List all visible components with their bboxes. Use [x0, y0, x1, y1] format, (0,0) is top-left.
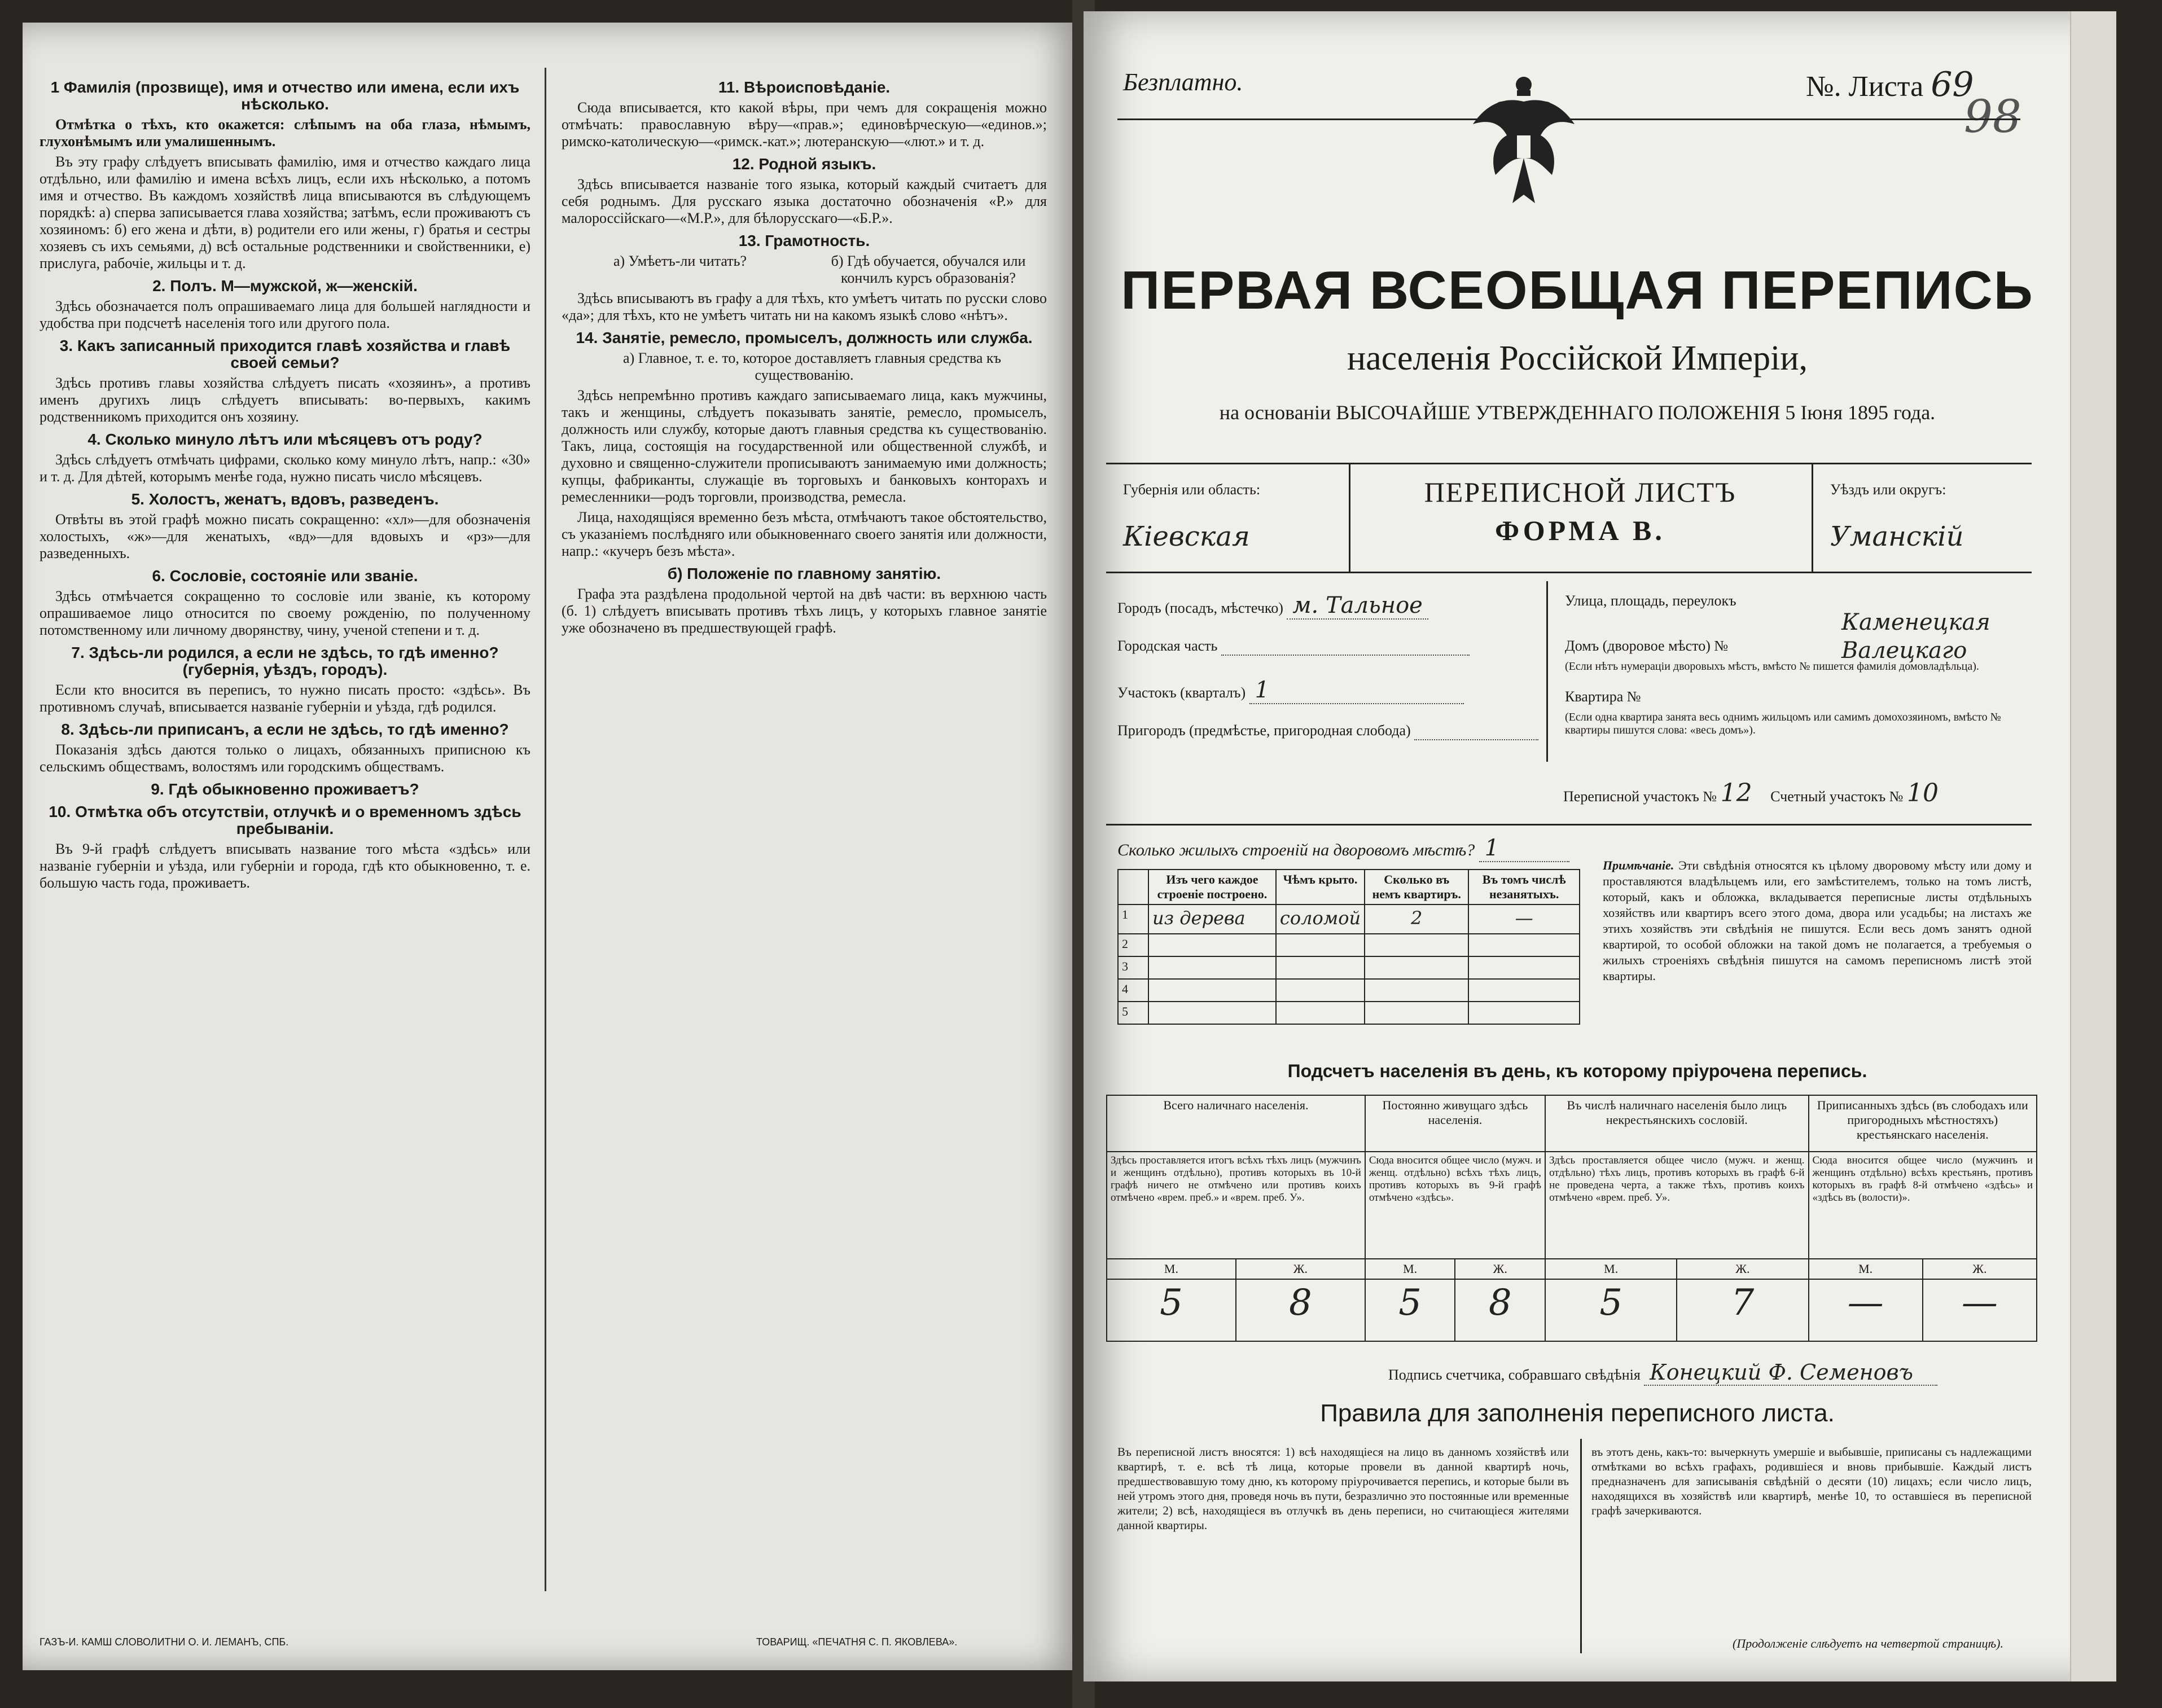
section-7-body: Если кто вносится въ переписъ, то нужно писать просто: «здѣсь». Въ противномъ случаѣ, вписывается названіе губерніи и уѣзда, гдѣ родился. [40, 682, 530, 715]
rules-right-column: въ этотъ день, какъ-то: вычеркнуть умершіе и выбывшіе, приписаны съ надлежащими отмѣтками во всѣхъ графахъ, родившіеся и вновь прибывшіе. Каждый листъ предназначенъ для записыванія свѣдѣній о десяти (10) лицахъ; если число лицъ, находящихся въ хозяйствѣ или квартирѣ, менѣе 10, то оставшіеся въ переписной графѣ зачеркиваются. [1591, 1445, 2032, 1517]
section-13-a: а) Умѣетъ-ли читать? [613, 253, 747, 269]
form-title: ПЕРЕПИСНОЙ ЛИСТЪ [1424, 476, 1736, 508]
count-head-2: Постоянно живущаго здѣсь населенія. [1365, 1095, 1545, 1152]
rules-title: Правила для заполненія переписного листа. [1320, 1399, 1835, 1427]
count-title: Подсчетъ населенія въ день, къ которому пріурочена перепись. [1287, 1061, 1867, 1081]
gubernia-label: Губернія или область: [1123, 481, 1261, 498]
header-rule [1117, 118, 2020, 120]
count-desc-2: Сюда вносится общее число (мужч. и женщ. отдѣльно) всѣхъ тѣхъ лицъ, противъ которыхъ въ 9-й графѣ отмѣчено «здѣсь». [1365, 1152, 1545, 1259]
row-roof [1276, 956, 1365, 979]
row-roof [1276, 979, 1365, 1002]
row-empty: — [1468, 905, 1580, 934]
section-13-b: б) Гдѣ обучается, обучался или кончилъ курсъ образованія? [831, 253, 1026, 286]
zh-label: Ж. [1923, 1259, 2037, 1279]
uchastok-field [1117, 677, 1464, 704]
table-row [1118, 905, 1580, 934]
pencil-page-number: 98 [1964, 90, 2021, 143]
street-field [1565, 592, 1736, 609]
section-12-title: 12. Родной языкъ. [732, 155, 876, 173]
section-3-title: 3. Какъ записанный приходится главѣ хозяйства и главѣ своей семьи? [59, 337, 511, 371]
house-label: Домъ (дворовое мѣсто) № [1565, 638, 1729, 654]
uchastok-value: 1 [1249, 677, 1464, 704]
count-3-m: 5 [1545, 1279, 1677, 1341]
gorod-value: м. Тальное [1287, 592, 1428, 620]
row-number: 1 [1118, 905, 1148, 934]
section-5-title: 5. Холостъ, женатъ, вдовъ, разведенъ. [131, 490, 439, 508]
uezd-value: Уманскій [1830, 521, 1964, 552]
main-title: ПЕРВАЯ ВСЕОБЩАЯ ПЕРЕПИСЬ [1121, 260, 2034, 320]
zh-label: Ж. [1236, 1259, 1365, 1279]
m-label: М. [1809, 1259, 1923, 1279]
left-column-2 [562, 73, 1047, 640]
count-mzh-labels [1107, 1259, 2037, 1279]
street-value: Каменецкая [1841, 609, 1990, 635]
primechanie [1603, 858, 2032, 984]
prigorod-label: Пригородъ (предмѣстье, пригородная слобода) [1117, 722, 1411, 739]
section-14-a: а) Главное, т. е. то, которое доставляетъ главныя средства къ существованію. [623, 350, 1001, 383]
section-12-body: Здѣсь вписывается названіе того языка, который каждый считаетъ для себя роднымъ. Для русскаго языка достаточно обозначенія «Р.» для малороссійскаго—«М.Р.», для бѣлорусскаго—«Б.Р.». [562, 176, 1047, 226]
zh-label: Ж. [1455, 1259, 1545, 1279]
row-roof: соломой [1276, 905, 1365, 934]
row-roof [1276, 1002, 1365, 1024]
section-11-body: Сюда вписывается, кто какой вѣры, при чемъ для сокращенія можно отмѣчать: православную вѣру—«прав.»; единовѣрческую—«единов.»; римско-католическую—«римск.-кат.»; лютеранскую—«лют.» и т. д. [562, 99, 1047, 150]
left-page [23, 23, 1078, 1670]
buildings-field [1117, 835, 1569, 862]
left-printer-note-2: ТОВАРИЩ. «ПЕЧАТНЯ С. П. ЯКОВЛЕВА». [756, 1636, 958, 1648]
count-2-zh: 8 [1455, 1279, 1545, 1341]
row-flats [1365, 979, 1468, 1002]
kvartira-note: (Если одна квартира занята весь однимъ жильцомъ или самимъ домохозяиномъ, вмѣсто № квартиры пишутся слова: «весь домъ»). [1565, 711, 2001, 736]
signature-label: Подпись счетчика, собравшаго свѣдѣнія [1388, 1367, 1641, 1383]
right-page [1084, 11, 2116, 1681]
count-desc-4: Сюда вносится общее число (мужчинъ и женщинъ отдѣльно) всѣхъ крестьянъ, противъ которыхъ въ графѣ 8-й отмѣчено «здѣсь» и «здѣсь въ (волости)». [1809, 1152, 2037, 1259]
signature-field [1388, 1360, 1937, 1386]
primechanie-title: Примѣчаніе. [1603, 858, 1674, 872]
section-9-body: Въ 9-й графѣ слѣдуетъ вписывать название того мѣста «здѣсь» или названіе губерніи и уѣзда, или губерніи и города, гдѣ кто обыкновенно, т. е. большую часть года, проживаетъ. [40, 841, 530, 891]
table-row [1118, 1002, 1580, 1024]
section-14-body3: Графа эта раздѣлена продольной чертой на двѣ части: въ верхнюю часть (б. 1) слѣдуетъ вписывать противъ тѣхъ лицъ, у которыхъ главное занятіе уже обозначено въ предшествующей графѣ. [562, 586, 1047, 636]
section-7-title: 7. Здѣсь-ли родился, а если не здѣсь, то гдѣ именно? (губернія, уѣздъ, городъ). [71, 644, 499, 678]
table-row [1118, 934, 1580, 956]
form-title-box [1349, 464, 1812, 572]
section-14-title: 14. Занятіе, ремесло, промыселъ, должность или служба. [576, 329, 1033, 346]
count-4-m: — [1809, 1279, 1923, 1341]
table-row [1118, 956, 1580, 979]
row-number: 5 [1118, 1002, 1148, 1024]
count-descs [1107, 1152, 2037, 1259]
row-roof [1276, 934, 1365, 956]
column-divider [545, 68, 546, 1591]
form-b: ФОРМА В. [1495, 515, 1665, 546]
row-flats [1365, 1002, 1468, 1024]
perepisnoi-label: Переписной участокъ № [1563, 788, 1717, 805]
prigorod-field [1117, 722, 1538, 740]
city-part-field [1117, 638, 1470, 656]
sheet-label: №. Листа [1806, 71, 1924, 103]
row-empty [1468, 934, 1580, 956]
schetny-label: Счетный участокъ № [1770, 788, 1904, 805]
section-1-body: Въ эту графу слѣдуетъ вписывать фамилію, имя и отчество каждаго лица отдѣльно, или фамилію и имена всѣхъ лицъ, если ихъ нѣсколько, а потомъ имя и отчество. Въ каждомъ хозяйствѣ лица вписываются въ слѣдующемъ порядкѣ: а) сперва записывается глава хозяйства; затѣмъ, если проживаютъ съ хозяиномъ: б) его жена и дѣти, в) родители его или жены, г) братья и сестры хозяевъ съ ихъ семьями, д) всѣ остальные родственники и свойственники, е) прислуга, рабочіе, жильцы и т. д. [40, 153, 530, 271]
section-3-body: Здѣсь противъ главы хозяйства слѣдуетъ писать «хозяинъ», а противъ именъ другихъ лицъ слѣдуетъ вписывать: во-первыхъ, какимъ родственникомъ приходится онъ хозяину. [40, 375, 530, 425]
page-edges [2070, 11, 2116, 1681]
legal-basis: на основаніи ВЫСОЧАЙШЕ УТВЕРЖДЕННАГО ПОЛОЖЕНІЯ 5 Іюня 1895 года. [1219, 401, 1936, 424]
count-desc-1: Здѣсь проставляется итогъ всѣхъ тѣхъ лицъ (мужчинъ и женщинъ отдѣльно), противъ которыхъ въ 10-й графѣ ничего не отмѣчено или противъ коихъ отмѣчено «врем. преб.» и «врем. преб. У». [1107, 1152, 1365, 1259]
double-headed-eagle-icon [1467, 73, 1580, 214]
count-heads [1107, 1095, 2037, 1152]
gorod-field [1117, 592, 1428, 620]
uchastok-label: Участокъ (кварталъ) [1117, 684, 1246, 701]
section-14-body2: Лица, находящіяся временно безъ мѣста, отмѣчаютъ такое обстоятельство, съ указаніемъ послѣдняго или обыкновеннаго своего занятія или должности, напр.: «кучеръ безъ мѣста». [562, 509, 1047, 559]
perepisnoi-field [1563, 779, 1939, 807]
section-4-title: 4. Сколько минуло лѣтъ или мѣсяцевъ отъ роду? [87, 431, 483, 448]
population-count-table [1106, 1095, 2037, 1342]
count-head-1: Всего наличнаго населенія. [1107, 1095, 1365, 1152]
gubernia-box [1106, 464, 1350, 572]
city-part-label: Городская часть [1117, 638, 1218, 654]
form-header [1106, 463, 2032, 573]
gubernia-value: Кіевская [1123, 521, 1250, 552]
section-2-title: 2. Полъ. М—мужской, ж—женскій. [152, 277, 418, 295]
table-row [1118, 979, 1580, 1002]
section-1-note: Отмѣтка о тѣхъ, кто окажется: слѣпымъ на оба глаза, нѣмымъ, глухонѣмымъ или умалишеннымъ. [40, 116, 530, 150]
gorod-label: Городъ (посадъ, мѣстечко) [1117, 600, 1283, 616]
rules-divider [1580, 1439, 1582, 1653]
section-6-body: Здѣсь отмѣчается сокращенно то сословіе или званіе, къ которому опрашиваемое лицо относится по своему рожденію, по полученному потомственному или личному дворянству, чину, ученой степени и т. д. [40, 588, 530, 638]
row-number: 3 [1118, 956, 1148, 979]
section-13-title: 13. Грамотность. [738, 232, 870, 249]
count-3-zh: 7 [1677, 1279, 1808, 1341]
count-2-m: 5 [1365, 1279, 1455, 1341]
buildings-value: 1 [1479, 835, 1569, 862]
section-8-body: Показанія здѣсь даются только о лицахъ, обязанныхъ приписною къ сельскимъ обществамъ, волостямъ или городскимъ обществамъ. [40, 741, 530, 775]
th-number [1118, 870, 1148, 905]
buildings-table-header [1118, 870, 1580, 905]
section-5-body: Отвѣты въ этой графѣ можно писать сокращенно: «хл»—для обозначенія холостыхъ, «ж»—для женатыхъ, «вд»—для вдовыхъ и «рз»—для разведенныхъ. [40, 511, 530, 561]
primechanie-body: Эти свѣдѣнія относятся къ цѣлому дворовому мѣсту или дому и проставляются владѣльцемъ или, его замѣстителемъ, только на томъ листѣ, который, какъ и обложка, вкладывается переписные листы отдѣльныхъ хозяйствъ или квартиръ всего этого дома, двора или усадьбы; на листахъ же этихъ хозяйствъ эти свѣдѣнія не пишутся. Если весь домъ занятъ одной квартирой, то особой обложки на такой домъ не полагается, а требуемыя о жилыхъ строеніяхъ свѣдѣнія пишутся на самомъ переписномъ листѣ этой квартиры. [1603, 858, 2032, 983]
uezd-label: Уѣздъ или округъ: [1830, 481, 1946, 498]
section-8-title: 8. Здѣсь-ли приписанъ, а если не здѣсь, то гдѣ именно? [61, 721, 509, 738]
perepisnoi-value: 12 [1720, 779, 1752, 807]
count-desc-3: Здѣсь проставляется общее число (мужч. и женщ. отдѣльно) тѣхъ лицъ, противъ которыхъ въ графѣ 6-й не проведена черта, а также тѣхъ, противъ коихъ отмѣчено «врем. преб. У». [1545, 1152, 1808, 1259]
count-values [1107, 1279, 2037, 1341]
zh-label: Ж. [1677, 1259, 1808, 1279]
uezd-box [1812, 464, 2033, 572]
row-number: 4 [1118, 979, 1148, 1002]
section-14-body: Здѣсь непремѣнно противъ каждаго записываемаго лица, какъ мужчины, такъ и женщины, слѣдуетъ показывать занятіе, ремесло, промыселъ, должность или службу, которые даютъ главныя средства къ существованію. Такъ, лица, состоящія на государственной или общественной службѣ, и духовно и священно-служители прописываютъ занимаемую ими должность; купцы, фабриканты, служащіе въ торговыхъ и банковыхъ конторахъ и ремесленники—родъ торговли, производства, ремесла. [562, 387, 1047, 505]
th-roof: Чѣмъ крыто. [1276, 870, 1365, 905]
section-9-title: 9. Гдѣ обыкновенно проживаетъ? [151, 780, 419, 798]
section-10-title: 10. Отмѣтка объ отсутствіи, отлучкѣ и о временномъ здѣсь пребываніи. [49, 803, 521, 837]
section-2-body: Здѣсь обозначается полъ опрашиваемаго лица для большей наглядности и удобства при подсчетѣ населенія того или другого пола. [40, 298, 530, 331]
section-1-title: 1 Фамилія (прозвище), имя и отчество или имена, если ихъ нѣсколько. [50, 78, 520, 113]
continue-note: (Продолженіе слѣдуетъ на четвертой страницѣ). [1733, 1636, 2003, 1650]
signature-value: Конецкий Ф. Семеновъ [1644, 1360, 1937, 1386]
street-label: Улица, площадь, переулокъ [1565, 592, 1736, 609]
row-material: из дерева [1148, 905, 1276, 934]
m-label: М. [1365, 1259, 1455, 1279]
main-subtitle: населенія Россійской Имперіи, [1347, 339, 1808, 377]
schetny-value: 10 [1906, 779, 1939, 807]
section-14-b: б) Положеніе по главному занятію. [667, 565, 941, 582]
row-flats: 2 [1365, 905, 1468, 934]
row-empty [1468, 1002, 1580, 1024]
kvartira-label: Квартира № [1565, 688, 1641, 705]
section-13-body: Здѣсь вписываютъ въ графу а для тѣхъ, кто умѣетъ читать по русски слово «да»; для тѣхъ, кто не умѣетъ читать ни на какомъ языкѣ слово «нѣтъ». [562, 290, 1047, 323]
sheet-number: 69 [1931, 65, 1974, 104]
rules-left-column: Въ переписной листъ вносятся: 1) всѣ находящіеся на лицо въ данномъ хозяйствѣ или квартирѣ, т. е. всѣ тѣ лица, которые провели въ данной квартирѣ ночь, предшествовавшую тому дню, къ которому пріурочивается перепись, и которые были въ ней утромъ этого дня, проведя ночь въ пути, безразлично это постоянные или временные жители; 2) всѣ, находящіеся въ отлучкѣ въ день переписи, но считающіеся жителями данной квартиры. [1117, 1445, 1569, 1532]
sheet-number-label [1806, 65, 1974, 104]
left-column-1 [40, 73, 530, 895]
left-printer-note: ГАЗЪ-И. КАМШ СЛОВОЛИТНИ О. И. ЛЕМАНЪ, СПБ. [40, 1636, 289, 1648]
row-material [1148, 956, 1276, 979]
th-flats: Сколько въ немъ квартиръ. [1365, 870, 1468, 905]
th-empty: Въ томъ числѣ незанятыхъ. [1468, 870, 1580, 905]
section-6-title: 6. Сословіе, состояніе или званіе. [152, 567, 418, 585]
row-number: 2 [1118, 934, 1148, 956]
section-11-title: 11. Вѣроисповѣданіе. [718, 78, 891, 96]
row-flats [1365, 956, 1468, 979]
address-right-block [1546, 581, 2033, 762]
count-1-zh: 8 [1236, 1279, 1365, 1341]
row-material [1148, 1002, 1276, 1024]
row-material [1148, 934, 1276, 956]
th-material: Изъ чего каждое строеніе построено. [1148, 870, 1276, 905]
buildings-table [1117, 869, 1580, 1025]
row-flats [1365, 934, 1468, 956]
row-empty [1468, 956, 1580, 979]
count-head-3: Въ числѣ наличнаго населенія было лицъ некрестьянскихъ сословій. [1545, 1095, 1808, 1152]
count-1-m: 5 [1107, 1279, 1236, 1341]
house-note: (Если нѣтъ нумераціи дворовыхъ мѣстъ, вмѣсто № пишется фамилія домовладѣльца). [1565, 660, 1979, 673]
city-part-value [1221, 638, 1470, 656]
house-value: Валецкаго [1841, 638, 1967, 664]
free-label: Безплатно. [1123, 68, 1243, 96]
row-empty [1468, 979, 1580, 1002]
m-label: М. [1545, 1259, 1677, 1279]
m-label: М. [1107, 1259, 1236, 1279]
buildings-label: Сколько жилыхъ строеній на дворовомъ мѣстѣ? [1117, 841, 1475, 859]
count-4-zh: — [1923, 1279, 2037, 1341]
section-4-body: Здѣсь слѣдуетъ отмѣчать цифрами, сколько кому минуло лѣтъ, напр.: «30» и т. д. Для дѣтей, которымъ менѣе года, нужно писать число мѣсяцевъ. [40, 451, 530, 485]
prigorod-value [1414, 722, 1538, 740]
address-rule [1106, 824, 2032, 826]
row-material [1148, 979, 1276, 1002]
count-head-4: Приписанныхъ здѣсь (въ слободахъ или пригородныхъ мѣстностяхъ) крестьянскаго населенія. [1809, 1095, 2037, 1152]
